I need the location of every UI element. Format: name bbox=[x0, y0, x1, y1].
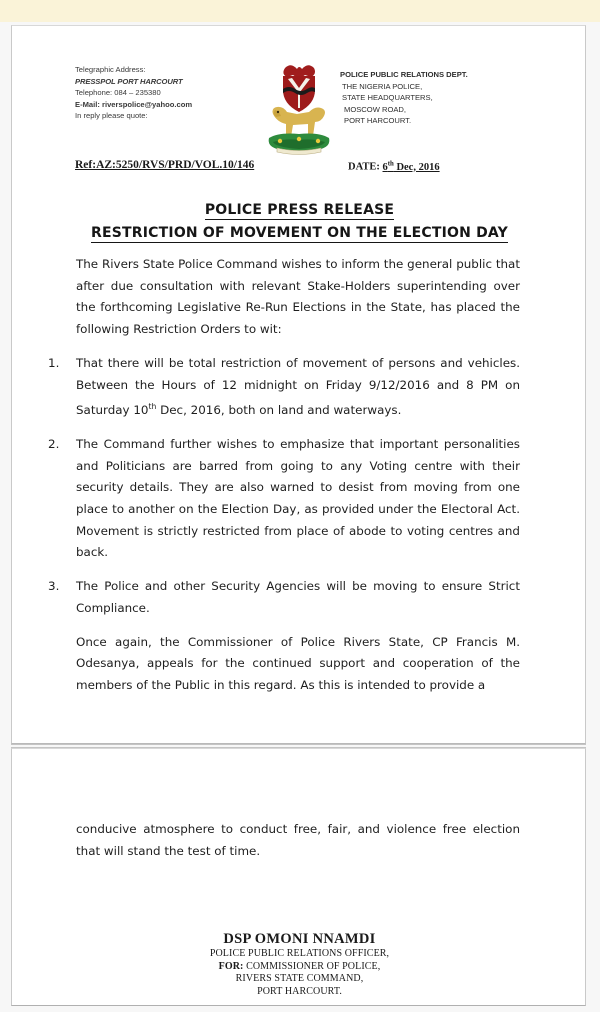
closing-paragraph-part1: Once again, the Commissioner of Police Rivers State, CP Francis M. Odesanya, appeals for the continued support and cooperation of the members of the Public in this regard. As this is intended to provide a bbox=[76, 634, 520, 692]
reference-number: Ref:AZ:5250/RVS/PRD/VOL.10/146 bbox=[75, 159, 255, 171]
date-month-year: Dec, 2016 bbox=[393, 161, 440, 173]
signatory-command: RIVERS STATE COMMAND, bbox=[235, 973, 364, 985]
document-body bbox=[12, 254, 587, 697]
telegraphic-address-value: PRESSPOL PORT HARCOURT bbox=[75, 76, 183, 86]
title-block bbox=[12, 201, 587, 243]
date-label: DATE: bbox=[348, 161, 380, 173]
signatory-title: POLICE PUBLIC RELATIONS OFFICER, bbox=[209, 948, 390, 959]
document-title: POLICE PRESS RELEASE bbox=[204, 202, 395, 218]
date-day: 6 bbox=[382, 161, 388, 173]
reply-quote-note: In reply please quote: bbox=[75, 111, 148, 121]
date-ordinal-suffix: th bbox=[387, 160, 394, 167]
document-subtitle: RESTRICTION OF MOVEMENT ON THE ELECTION DAY bbox=[91, 225, 508, 241]
telegraphic-address-label: Telegraphic Address: bbox=[75, 65, 146, 74]
city-line: PORT HARCOURT. bbox=[344, 116, 412, 126]
signatory-for-line: FOR: COMMISSIONER OF POLICE, bbox=[218, 960, 381, 972]
list-item-number: 1. bbox=[48, 355, 60, 370]
page-break-line-top bbox=[11, 744, 586, 745]
list-item bbox=[12, 576, 587, 619]
letterhead-left-block bbox=[75, 64, 260, 122]
list-item-text: That there will be total restriction of movement of persons and vehicles. Between the Hours of 12 midnight on Friday 9/12/2016 and 8 PM on Saturday 10th Dec, 2016, both on land and waterways. bbox=[76, 355, 520, 418]
organization-name: THE NIGERIA POLICE, bbox=[342, 81, 423, 91]
signatory-name: DSP OMONI NNAMDI bbox=[223, 931, 376, 947]
telephone-line: Telephone: 084 – 235380 bbox=[75, 88, 161, 98]
list-item-text: The Police and other Security Agencies will be moving to ensure Strict Compliance. bbox=[76, 579, 520, 615]
email-line: E-Mail: riverspolice@yahoo.com bbox=[75, 99, 193, 109]
ordinal-suffix: th bbox=[148, 402, 157, 412]
department-name: POLICE PUBLIC RELATIONS DEPT. bbox=[340, 70, 468, 79]
list-item bbox=[12, 353, 587, 422]
list-item-text: The Command further wishes to emphasize that important personalities and Politicians are barred from going to any Voting centre with their security details. They are also warned to desist from moving from one place to another on the Election Day, as provided under the Electoral Act. Movement is strictly restricted from place of abode to voting centres and back. bbox=[76, 436, 520, 560]
letterhead bbox=[12, 26, 587, 173]
signatory-location: PORT HARCOURT. bbox=[257, 985, 342, 997]
document-page-2 bbox=[11, 748, 586, 1006]
top-cream-band bbox=[0, 0, 600, 22]
headquarters-line: STATE HEADQUARTERS, bbox=[342, 93, 433, 103]
continuation-area bbox=[12, 819, 587, 874]
list-item bbox=[12, 434, 587, 564]
document-date bbox=[348, 160, 440, 173]
intro-paragraph: The Rivers State Police Command wishes to inform the general public that after due consultation with relevant Stake-Holders superintending over the forthcoming Legislative Re-Run Elections in the State, has placed the following Restriction Orders to wit: bbox=[76, 257, 520, 337]
signature-block bbox=[12, 931, 587, 998]
nigeria-coat-of-arms-icon bbox=[263, 62, 335, 156]
list-item-number: 2. bbox=[48, 436, 60, 451]
document-page-1 bbox=[11, 25, 586, 744]
street-address: MOSCOW ROAD, bbox=[344, 104, 407, 114]
letterhead-right-block bbox=[340, 69, 530, 127]
list-item-number: 3. bbox=[48, 579, 60, 594]
closing-paragraph-part2: conducive atmosphere to conduct free, fair, and violence free election that will stand the test of time. bbox=[76, 822, 520, 858]
